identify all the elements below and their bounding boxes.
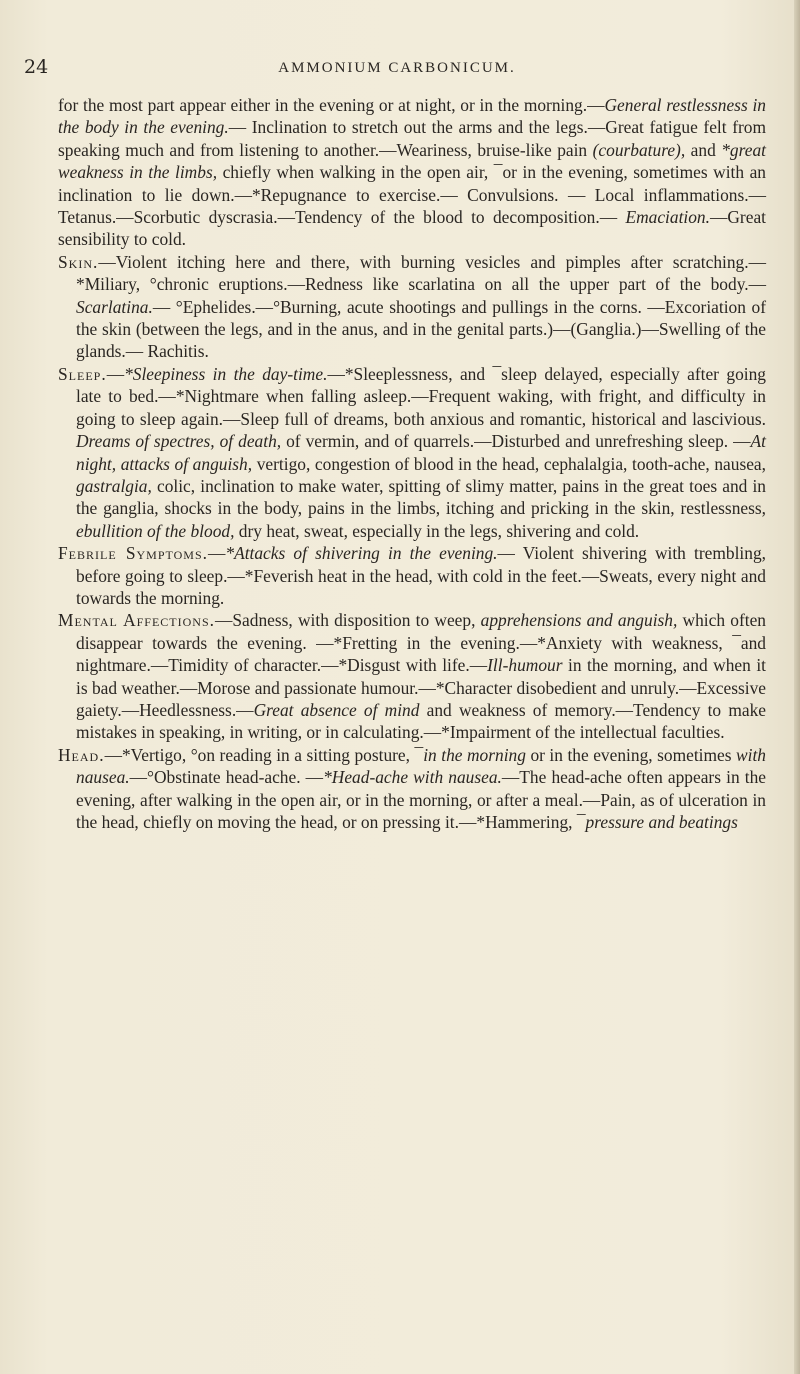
text-run: — Violent shivering with trembling, before going to sleep.—*Feverish heat in the head, with cold in the feet.—Sweats, every night and towards the morning. — [76, 543, 766, 608]
text-run: —Sadness, with disposition to weep, — [215, 610, 481, 631]
italic-text: *Attacks of shivering in the evening. — [225, 543, 498, 564]
section-paragraph — [58, 542, 766, 609]
text-run: — °Ephelides.—°Burning, acute shootings and pullings in the corns. —Excoriation of the skin (between the legs, and in the anus, and in the genital parts.)—(Ganglia.)—Swelling of the glands.— Rachitis. — [76, 296, 766, 362]
italic-text: Scarlatina. — [76, 296, 153, 317]
section-paragraph — [58, 363, 766, 542]
italic-text: *Sleepiness in the day-time. — [124, 363, 328, 384]
text-run: or in the evening, sometimes — [525, 744, 737, 765]
italic-text: Great absence of mind — [253, 699, 420, 720]
text-run: dry heat, sweat, especially in the legs, shivering and cold. — [234, 520, 640, 541]
text-run: chiefly when walking in the open air, ¯or in the evening, sometimes with an inclination to lie down.—*Repugnance to exercise.— Convulsions. — Local inflammations.—Tetanus.—Scorbutic dyscrasia.—Tendency of the blood to decomposition.— — [58, 162, 766, 228]
section-heading: Skin. — [58, 251, 99, 272]
text-run: — — [106, 363, 125, 384]
italic-text: Emaciation. — [625, 207, 710, 228]
italic-text: in the morning — [423, 744, 526, 765]
italic-text: apprehensions and anguish, — [480, 610, 678, 631]
section-heading: Mental Affections. — [58, 610, 215, 631]
text-run: and — [685, 139, 722, 160]
italic-text: ebullition of the blood, — [76, 520, 235, 541]
section-heading: Sleep. — [58, 363, 107, 384]
italic-text: *great weakness in the limbs, — [58, 139, 766, 183]
page-edge-shadow — [794, 0, 800, 1374]
italic-text: *Head-ache with nausea. — [323, 767, 502, 788]
section-paragraph — [58, 744, 766, 834]
text-run: — — [207, 543, 226, 564]
running-title: AMMONIUM CARBONICUM. — [278, 60, 516, 76]
text-run: which often disappear towards the evening. —*Fretting in the evening.—*Anxiety with weakness, ¯and nightmare.—Timidity of character.—*Disgust with life.— — [76, 610, 766, 676]
text-run: —*Sleeplessness, and ¯sleep delayed, especially after going late to bed.—*Nightmare when falling asleep.—Frequent waking, with fright, and difficulty in going to sleep again.—Sleep full of dreams, both anxious and romantic, historical and lascivious. — [76, 363, 766, 429]
italic-text: General restlessness in the body in the evening. — [58, 95, 766, 138]
text-run: and weakness of memory.—Tendency to make mistakes in speaking, in writing, or in calculating.—*Impairment of the intellectual faculties. — [76, 699, 766, 743]
italic-text: Ill-humour — [487, 655, 563, 676]
text-run: —Great sensibility to cold. — [58, 207, 766, 250]
text-run: —The head-ache often appears in the evening, after walking in the open air, or in the morning, or after a meal.—Pain, as of ulceration in the head, chiefly on moving the head, or on pressing it.—*Hammering, ¯ — [76, 767, 767, 832]
text-run: —°Obstinate head-ache. — — [129, 767, 324, 788]
text-run: of vermin, and of quarrels.—Disturbed and unrefreshing sleep. — — [281, 431, 751, 452]
page-header — [24, 56, 770, 86]
section-heading: Head. — [58, 744, 105, 765]
page-number: 24 — [24, 56, 49, 78]
text-run: in the morning, and when it is bad weather.—Morose and passionate humour.—*Character disobedient and unruly.—Excessive gaiety.—Heedlessness.— — [76, 655, 766, 720]
continuation-paragraph — [58, 94, 766, 251]
text-run: —*Vertigo, °on reading in a sitting posture, ¯ — [104, 744, 424, 765]
text-run: — Inclination to stretch out the arms and the legs.—Great fatigue felt from speaking much and from listening to another.—Weariness, bruise-like pain — [58, 117, 766, 160]
italic-text: (courbature), — [592, 139, 686, 160]
section-paragraph — [58, 609, 766, 743]
italic-text: gastralgia, — [76, 475, 152, 496]
italic-text: with nausea. — [76, 744, 766, 788]
text-run: —Violent itching here and there, with burning vesicles and pimples after scratching.—*Miliary, °chronic eruptions.—Redness like scarlatina on all the upper part of the body.— — [76, 251, 766, 295]
section-paragraph — [58, 251, 766, 363]
italic-text: Dreams of spectres, of death, — [76, 431, 282, 452]
text-run: vertigo, congestion of blood in the head, cephalalgia, tooth-ache, nausea, — [252, 453, 766, 474]
text-run: for the most part appear either in the evening or at night, or in the morning.— — [58, 95, 605, 115]
text-run: colic, inclination to make water, spitting of slimy matter, pains in the great toes and in the ganglia, shocks in the body, pains in the limbs, itching and pricking in the skin, restlessness, — [76, 475, 766, 519]
section-heading: Febrile Symptoms. — [58, 543, 208, 564]
body-text — [58, 94, 766, 833]
italic-text: pressure and beatings — [585, 812, 738, 832]
italic-text: At night, attacks of anguish, — [76, 431, 767, 474]
